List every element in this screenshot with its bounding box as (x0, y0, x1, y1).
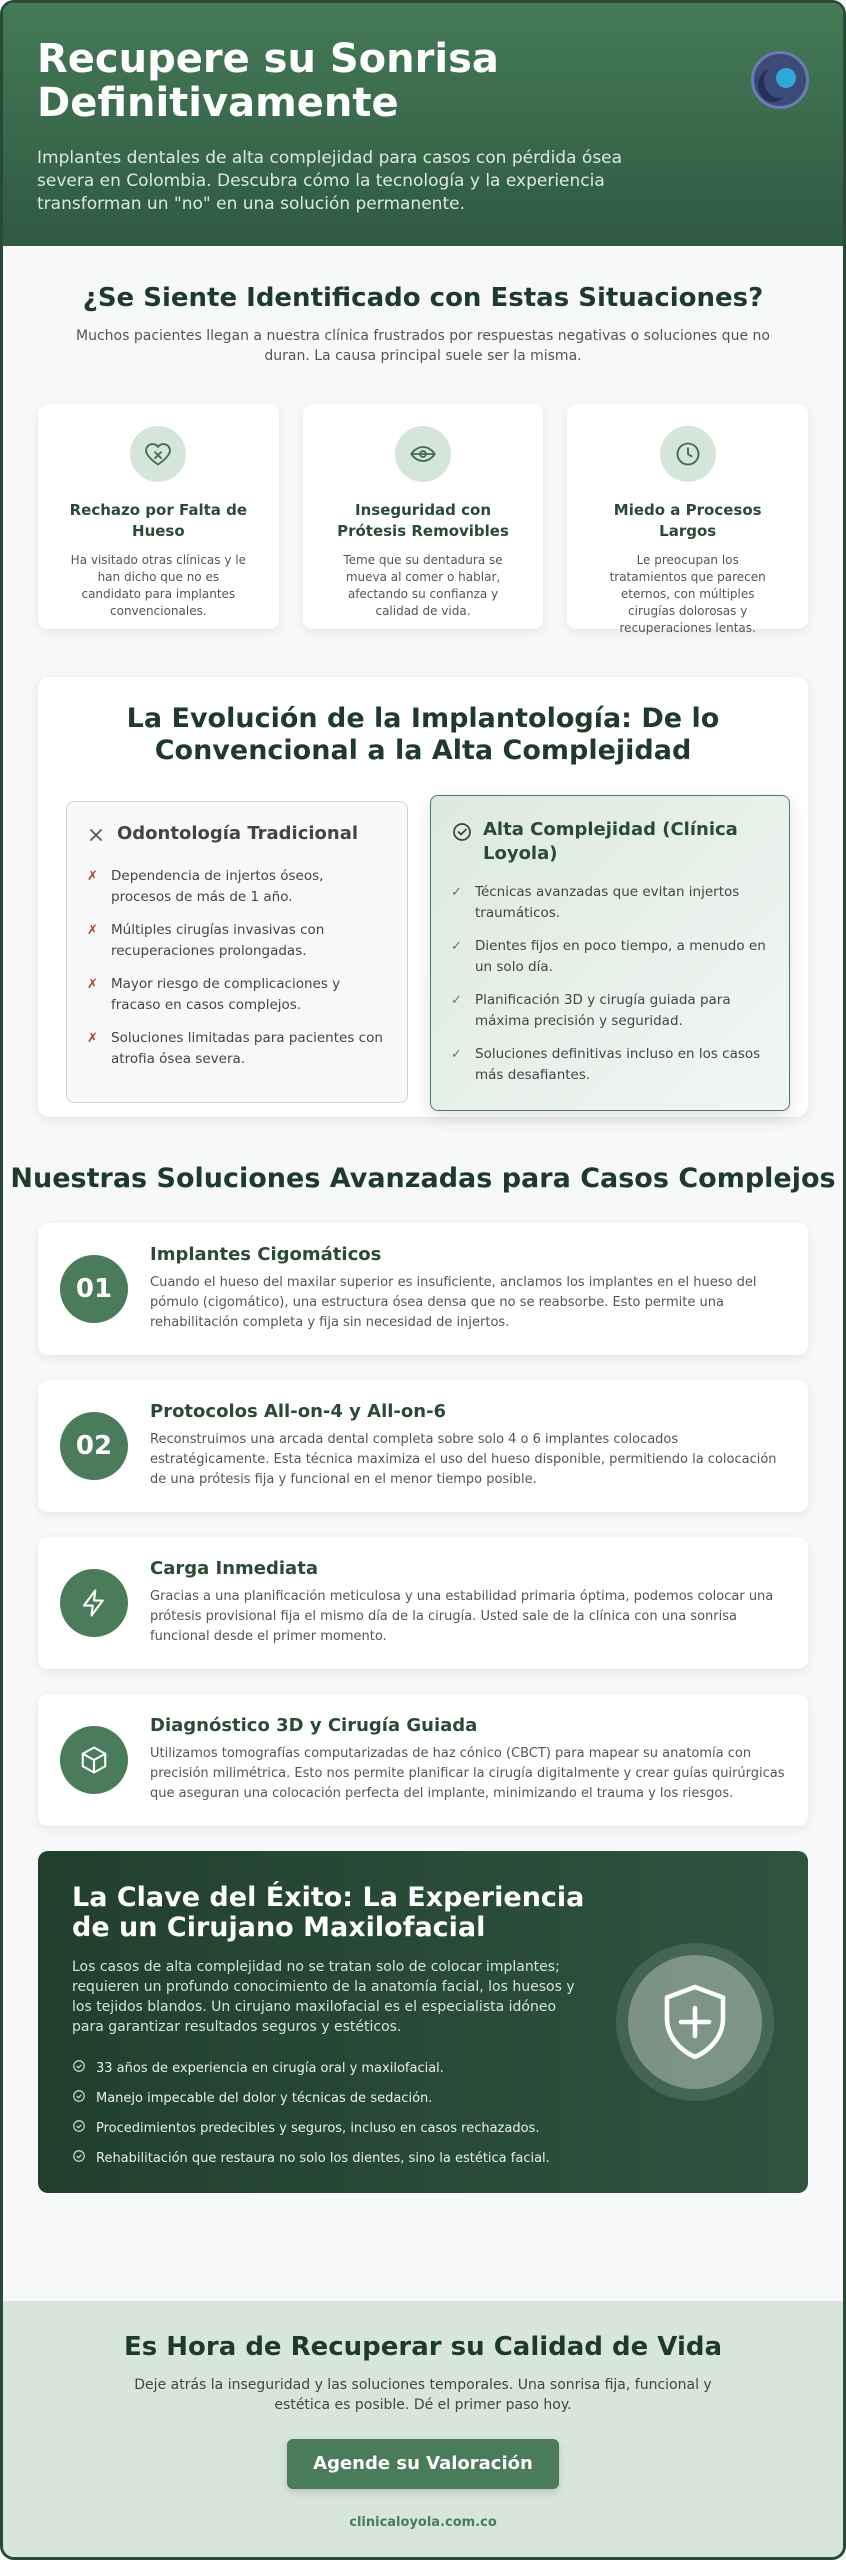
solution-title: Carga Inmediata (150, 1558, 318, 1579)
list-item: ✗ Múltiples cirugías invasivas con recuperaciones prolongadas. (87, 920, 387, 962)
check-icon: ✓ (451, 939, 462, 954)
situation-card-title: Inseguridad con Prótesis Removibles (337, 501, 509, 540)
list-item: Procedimientos predecibles y seguros, incluso en casos rechazados. (72, 2119, 774, 2139)
high-complexity-column (430, 795, 790, 1111)
key-title: La Clave del Éxito: La Experiencia de un Cirujano Maxilofacial (72, 1882, 585, 1943)
solution-title: Protocolos All-on-4 y All-on-6 (150, 1401, 447, 1422)
solution-number-badge: 01 (60, 1255, 128, 1323)
solution-card (38, 1694, 808, 1826)
x-mark-icon: ✗ (87, 923, 98, 938)
check-circle-icon (72, 2119, 86, 2139)
hero-header (3, 3, 843, 246)
list-item: ✗ Mayor riesgo de complicaciones y fracaso en casos complejos. (87, 974, 387, 1016)
cta-section (3, 2301, 843, 2557)
hero-title: Recupere su Sonrisa Definitivamente (37, 36, 499, 126)
check-circle-icon (451, 818, 473, 848)
high-complexity-title: Alta Complejidad (Clínica Loyola) (483, 819, 738, 864)
clock-icon (660, 426, 716, 482)
check-circle-icon (72, 2089, 86, 2109)
situation-card (38, 404, 279, 629)
check-icon: ✓ (451, 1047, 462, 1062)
eye-slash-icon (395, 426, 451, 482)
traditional-column (66, 801, 408, 1103)
schedule-button[interactable]: Agende su Valoración (287, 2439, 559, 2489)
hero-subtitle: Implantes dentales de alta complejidad para casos con pérdida ósea severa en Colombia. Descubra cómo la tecnología y la experiencia transforman un "no" en una solución permanente. (37, 148, 623, 214)
situation-card-text: Teme que su dentadura se mueva al comer o hablar, afectando su confianza y calidad de vida. (343, 553, 503, 618)
list-item: 33 años de experiencia en cirugía oral y maxilofacial. (72, 2059, 774, 2079)
situation-card-title: Rechazo por Falta de Hueso (69, 501, 248, 540)
situation-card-text: Ha visitado otras clínicas y le han dicho que no es candidato para implantes convencionales. (70, 553, 246, 618)
list-item: ✓ Planificación 3D y cirugía guiada para máxima precisión y seguridad. (451, 990, 769, 1032)
solutions-section (3, 1163, 843, 1826)
key-success-section (38, 1851, 808, 2193)
check-icon: ✓ (451, 993, 462, 1008)
solutions-title: Nuestras Soluciones Avanzadas para Casos Complejos (10, 1163, 836, 1194)
shield-plus-icon (616, 1943, 774, 2101)
list-item: ✗ Dependencia de injertos óseos, procesos de más de 1 año. (87, 866, 387, 908)
solution-text: Reconstruimos una arcada dental completa sobre solo 4 o 6 implantes colocados estratégicamente. Esta técnica maximiza el uso del hueso disponible, permitiendo la colocación de una prótesis fija y funcional en el menor tiempo posible. (150, 1432, 777, 1487)
website-link[interactable]: clinicaloyola.com.co (349, 2515, 497, 2530)
check-circle-icon (72, 2149, 86, 2169)
evolution-title: La Evolución de la Implantología: De lo Convencional a la Alta Complejidad (126, 703, 720, 766)
cta-title: Es Hora de Recuperar su Calidad de Vida (123, 2332, 723, 2362)
situation-card-title: Miedo a Procesos Largos (613, 501, 762, 540)
cta-text: Deje atrás la inseguridad y las soluciones temporales. Una sonrisa fija, funcional y estética es posible. Dé el primer paso hoy. (134, 2377, 712, 2413)
list-item: Manejo impecable del dolor y técnicas de sedación. (72, 2089, 774, 2109)
heart-x-icon (130, 426, 186, 482)
list-item: ✓ Técnicas avanzadas que evitan injertos traumáticos. (451, 882, 769, 924)
situation-card (303, 404, 544, 629)
x-mark-icon: ✗ (87, 977, 98, 992)
x-mark-icon: ✗ (87, 869, 98, 884)
cube-icon (60, 1726, 128, 1794)
situations-title: ¿Se Siente Identificado con Estas Situaciones? (82, 283, 764, 313)
solution-text: Cuando el hueso del maxilar superior es insuficiente, anclamos los implantes en el hueso del pómulo (cigomático), una estructura ósea densa que no se reabsorbe. Esto permite una rehabilitación completa y fija sin necesidad de injertos. (150, 1275, 757, 1330)
solution-card (38, 1223, 808, 1355)
solution-card (38, 1380, 808, 1512)
clinic-logo-icon (751, 51, 809, 109)
list-item: Rehabilitación que restaura no solo los dientes, sino la estética facial. (72, 2149, 774, 2169)
solution-number-badge: 02 (60, 1412, 128, 1480)
check-circle-icon (72, 2059, 86, 2079)
solution-text: Utilizamos tomografías computarizadas de haz cónico (CBCT) para mapear su anatomía con precisión milimétrica. Esto nos permite planificar la cirugía digitalmente y crear guías quirúrgicas que aseguran una colocación perfecta del implante, minimizando el trauma y los riesgos. (150, 1746, 785, 1801)
situations-section (3, 246, 843, 635)
solution-title: Diagnóstico 3D y Cirugía Guiada (150, 1715, 478, 1736)
list-item: ✓ Soluciones definitivas incluso en los casos más desafiantes. (451, 1044, 769, 1086)
x-mark-icon: ✗ (87, 1031, 98, 1046)
close-icon (87, 822, 107, 850)
lightning-icon (60, 1569, 128, 1637)
traditional-title: Odontología Tradicional (117, 823, 359, 844)
situation-card (567, 404, 808, 635)
evolution-section (38, 677, 808, 1117)
list-item: ✓ Dientes fijos en poco tiempo, a menudo en un solo día. (451, 936, 769, 978)
situation-card-text: Le preocupan los tratamientos que parecen eternos, con múltiples cirugías dolorosas y recuperaciones lentas. (609, 553, 766, 635)
situations-subtitle: Muchos pacientes llegan a nuestra clínica frustrados por respuestas negativas o soluciones que no duran. La causa principal suele ser la misma. (76, 328, 770, 364)
solution-text: Gracias a una planificación meticulosa y una estabilidad primaria óptima, podemos colocar una prótesis provisional fija el mismo día de la cirugía. Usted sale de la clínica con una sonrisa funcional desde el primer momento. (150, 1589, 774, 1644)
solution-title: Implantes Cigomáticos (150, 1244, 382, 1265)
key-text: Los casos de alta complejidad no se tratan solo de colocar implantes; requieren un profundo conocimiento de la anatomía facial, los huesos y los tejidos blandos. Un cirujano maxilofacial es el especialista idóneo para garantizar resultados seguros y estéticos. (72, 1959, 575, 2035)
list-item: ✗ Soluciones limitadas para pacientes con atrofia ósea severa. (87, 1028, 387, 1070)
solution-card (38, 1537, 808, 1669)
check-icon: ✓ (451, 885, 462, 900)
